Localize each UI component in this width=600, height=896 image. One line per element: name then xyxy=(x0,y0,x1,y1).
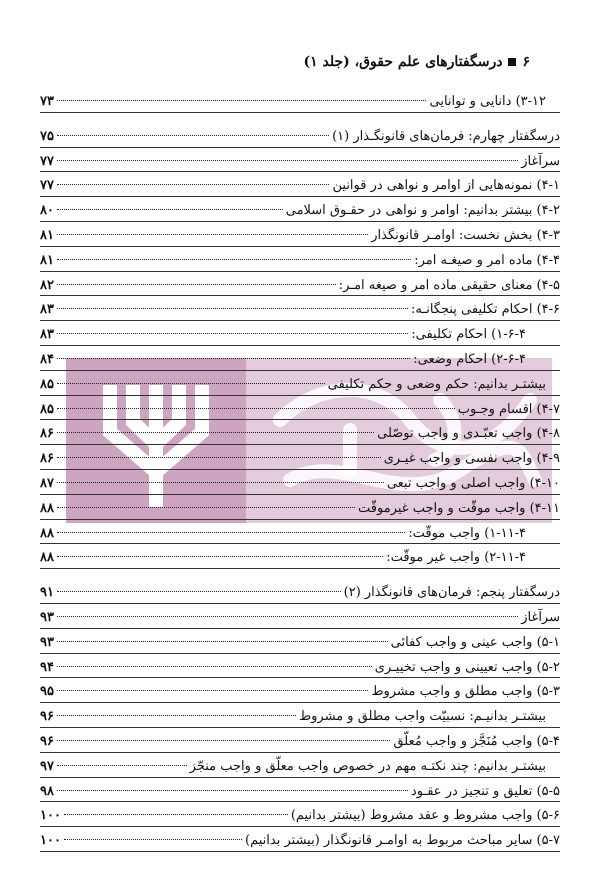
toc-entry[interactable] xyxy=(40,447,560,472)
toc-entry-title: ۵-۲) واجب تعیینی و واجب تخییـری xyxy=(374,659,560,675)
header-book-title: درسگفتارهای علم حقوق، (جلد ۱) xyxy=(303,54,503,70)
toc-leader-dots xyxy=(57,456,381,458)
toc-entry-title: ۵-۶) واجب مشروط و عقد مشروط (بیشتر بدانیم) xyxy=(290,808,560,824)
toc-leader-dots xyxy=(57,183,329,185)
toc-leader-dots xyxy=(57,506,355,508)
toc-entry-page: ۸۳ xyxy=(40,327,54,343)
toc-entry-title: ۵-۳) واجب مطلق و واجب مشروط xyxy=(371,684,560,700)
toc-entry-title: بیشتـر بدانیم: حکم وضعی و حکم تکلیفی xyxy=(327,376,546,392)
toc-entry-underline xyxy=(40,568,560,569)
toc-entry-title: ۲-۱۱-۴) واجب غیر موقّت: xyxy=(386,550,526,566)
toc-entry[interactable] xyxy=(40,348,560,373)
toc-entry-underline xyxy=(40,702,560,703)
toc-entry[interactable] xyxy=(40,631,560,656)
toc-leader-dots xyxy=(57,555,383,557)
toc-entry-page: ۷۳ xyxy=(40,94,54,109)
header-page-number: ۶ xyxy=(522,54,530,70)
toc-entry[interactable] xyxy=(40,497,560,522)
toc-entry-underline xyxy=(40,851,560,852)
toc-entry-page: ۸۳ xyxy=(40,302,54,318)
toc-leader-dots xyxy=(57,99,427,101)
toc-entry-title: ۵-۵) تعلیق و تنجیز در عقـود xyxy=(410,783,560,799)
toc-entry-page: ۸۰ xyxy=(40,203,54,219)
toc-leader-dots xyxy=(57,590,341,592)
toc-entry-underline xyxy=(40,221,560,222)
toc-entry-page: ۸۵ xyxy=(40,376,54,392)
toc-entry-page: ۹۷ xyxy=(40,758,54,774)
toc-entry-page: ۱۰۰ xyxy=(40,833,61,849)
toc-entry-underline xyxy=(40,196,560,197)
toc-entry[interactable] xyxy=(40,680,560,705)
toc-entry-title: درسگفتار چهارم: فرمان‌های قانونگـذار (۱) xyxy=(332,128,560,144)
toc-entry-page: ۸۲ xyxy=(40,277,54,293)
toc-leader-dots xyxy=(57,307,408,309)
toc-leader-dots xyxy=(57,407,455,409)
toc-entry-title: ۱-۱۱-۴) واجب موقّت: xyxy=(408,525,526,541)
toc-leader-dots xyxy=(57,382,325,384)
toc-entry-underline xyxy=(40,246,560,247)
toc-entry-underline xyxy=(40,147,560,148)
header-square-icon xyxy=(508,58,516,66)
toc-entry-title: ۱-۶-۴) احکام تکلیفی: xyxy=(411,327,526,343)
toc-leader-dots xyxy=(57,208,283,210)
toc-leader-dots xyxy=(57,615,518,617)
toc-entry-underline xyxy=(40,826,560,827)
toc-entry-title: بیشتـر بدانیم: چند نکتـه مهم در خصوص واجب معلّق و واجب منجّز xyxy=(189,758,546,774)
toc-entry-underline xyxy=(40,320,560,321)
toc-entry-title: ۴-۸) واجب تعبّـدی و واجب توصّلی xyxy=(377,426,560,442)
toc-entry-underline xyxy=(40,603,560,604)
toc-entry-underline xyxy=(40,395,560,396)
toc-entry-page: ۹۶ xyxy=(40,733,54,749)
toc-entry[interactable] xyxy=(40,249,560,274)
toc-entry-underline xyxy=(40,777,560,778)
toc-entry-page: ۸۴ xyxy=(40,351,54,367)
toc-entry[interactable] xyxy=(40,705,560,730)
toc-entry-underline xyxy=(40,345,560,346)
toc-entry-page: ۸۱ xyxy=(40,227,54,243)
toc-leader-dots xyxy=(57,233,368,235)
toc-leader-dots xyxy=(57,714,296,716)
toc-leader-dots xyxy=(57,283,336,285)
toc-entry-title: ۴-۹) واجب نفسی و واجب غیـری xyxy=(383,451,560,467)
toc-entry-title: ۳-۱۲) دانایی و توانایی xyxy=(429,94,546,109)
toc-entry-title: ۴-۵) معنای حقیقی ماده امر و صیغه امـر: xyxy=(338,277,560,293)
toc-entry-title: ۴-۱) نمونه‌هایی از اوامر و نواهی در قوانین xyxy=(332,178,560,194)
toc-entry-underline xyxy=(40,419,560,420)
toc-entry[interactable] xyxy=(40,656,560,681)
toc-entry-title: ۴-۱۱) واجب موقّت و واجب غیرموقّت xyxy=(358,500,560,516)
toc-leader-dots xyxy=(57,258,411,260)
toc-leader-dots xyxy=(57,357,410,359)
toc-entry[interactable] xyxy=(40,224,560,249)
toc-entry-title: ۴-۴) ماده امر و صیغـه امر: xyxy=(414,252,560,268)
toc-entry-underline xyxy=(40,653,560,654)
toc-entry-underline xyxy=(40,295,560,296)
toc-entry-page: ۸۶ xyxy=(40,426,54,442)
toc-leader-dots xyxy=(57,431,374,433)
toc-entry-page: ۹۳ xyxy=(40,634,54,650)
toc-entry[interactable] xyxy=(40,780,560,805)
toc-entry-title: ۴-۷) اقسام وجـوب xyxy=(457,401,560,417)
toc-entry-title: ۴-۲) بیشتر بدانیم: اوامر و نواهی در حقـوق اسلامی xyxy=(285,203,560,219)
toc-entry-title: سرآغاز xyxy=(521,609,560,625)
toc-entry-underline xyxy=(40,171,560,172)
toc-entry-page: ۹۴ xyxy=(40,659,54,675)
toc-leader-dots xyxy=(57,689,368,691)
toc-entry-underline xyxy=(40,677,560,678)
toc-entry-underline xyxy=(40,370,560,371)
toc-entry-underline xyxy=(40,519,560,520)
toc-leader-dots xyxy=(57,739,390,741)
toc-entry[interactable] xyxy=(40,804,560,829)
toc-entry[interactable] xyxy=(40,199,560,224)
toc-entry-page: ۹۶ xyxy=(40,709,54,725)
toc-entry-page: ۸۶ xyxy=(40,451,54,467)
toc-leader-dots xyxy=(57,134,329,136)
toc-entry[interactable] xyxy=(40,606,560,631)
toc-leader-dots xyxy=(57,159,518,161)
toc-entry[interactable] xyxy=(40,829,560,854)
toc-entry-page: ۷۷ xyxy=(40,178,54,194)
toc-entry[interactable] xyxy=(40,174,560,199)
toc-entry-page: ۸۵ xyxy=(40,401,54,417)
toc-leader-dots xyxy=(57,764,187,766)
toc-entry-page: ۸۷ xyxy=(40,475,54,491)
toc-entry-underline xyxy=(40,543,560,544)
toc-entry-title: ۵-۷) سایر مباحث مربوط به اوامـر قانونگذار (بیشتر بدانیم) xyxy=(245,833,560,849)
toc-entry-page: ۹۵ xyxy=(40,684,54,700)
toc-entry-underline xyxy=(40,801,560,802)
toc-entry[interactable] xyxy=(40,298,560,323)
toc-entry-underline xyxy=(40,628,560,629)
toc-entry-underline xyxy=(40,444,560,445)
toc-entry[interactable] xyxy=(40,274,560,299)
toc-entry[interactable] xyxy=(40,755,560,780)
toc-entry-page: ۱۰۰ xyxy=(40,808,61,824)
toc-entry-page: ۹۱ xyxy=(40,585,54,601)
toc-leader-dots xyxy=(57,481,384,483)
toc-entry[interactable] xyxy=(40,125,560,150)
toc-entry-title: ۵-۴) واجب مُنَجَّز و واجب مُعلّق xyxy=(393,733,560,749)
toc-entry-page: ۸۸ xyxy=(40,500,54,516)
toc-entry[interactable] xyxy=(40,90,560,115)
toc-entry-page: ۷۵ xyxy=(40,128,54,144)
toc-entry[interactable] xyxy=(40,522,560,547)
toc-leader-dots xyxy=(57,332,408,334)
toc-entry-title: ۲-۶-۴) احکام وضعی: xyxy=(413,351,526,367)
toc-entry-title: ۴-۶) احکام تکلیفی پنجگانـه: xyxy=(411,302,560,318)
toc-entry-title: بیشتـر بدانیـم: نسبیّت واجب مطلق و مشروط xyxy=(299,709,546,725)
toc-entry[interactable] xyxy=(40,398,560,423)
toc-entry-underline xyxy=(40,271,560,272)
toc-entry-underline xyxy=(40,727,560,728)
toc-leader-dots xyxy=(57,665,372,667)
toc-entry-page: ۸۸ xyxy=(40,525,54,541)
table-of-contents xyxy=(40,90,560,854)
toc-entry-underline xyxy=(40,752,560,753)
toc-entry[interactable] xyxy=(40,472,560,497)
toc-entry[interactable] xyxy=(40,581,560,606)
toc-leader-dots xyxy=(64,838,242,840)
toc-entry-page: ۸۸ xyxy=(40,550,54,566)
toc-entry[interactable] xyxy=(40,546,560,571)
running-header xyxy=(70,54,530,70)
toc-entry-page: ۸۱ xyxy=(40,252,54,268)
toc-leader-dots xyxy=(57,640,388,642)
toc-entry[interactable] xyxy=(40,323,560,348)
toc-entry-page: ۹۸ xyxy=(40,783,54,799)
toc-entry-title: درسگفتار پنجم: فرمان‌های قانونگذار (۲) xyxy=(343,585,560,601)
toc-entry-page: ۹۳ xyxy=(40,609,54,625)
toc-entry-title: سرآغاز xyxy=(521,153,560,169)
toc-leader-dots xyxy=(64,813,288,815)
toc-entry-title: ۴-۳) بخش نخست: اوامـر قانونگذار xyxy=(371,227,560,243)
toc-leader-dots xyxy=(57,531,405,533)
toc-entry[interactable] xyxy=(40,730,560,755)
toc-entry-title: ۵-۱) واجب عینی و واجب کفائی xyxy=(390,634,560,650)
toc-entry-title: ۴-۱۰) واجب اصلی و واجب تبعی xyxy=(386,475,560,491)
toc-entry-underline xyxy=(40,469,560,470)
toc-entry-underline xyxy=(40,112,560,113)
toc-entry[interactable] xyxy=(40,422,560,447)
toc-entry-underline xyxy=(40,494,560,495)
toc-entry[interactable] xyxy=(40,150,560,175)
toc-entry-page: ۷۷ xyxy=(40,153,54,169)
toc-leader-dots xyxy=(57,789,408,791)
toc-entry[interactable] xyxy=(40,373,560,398)
